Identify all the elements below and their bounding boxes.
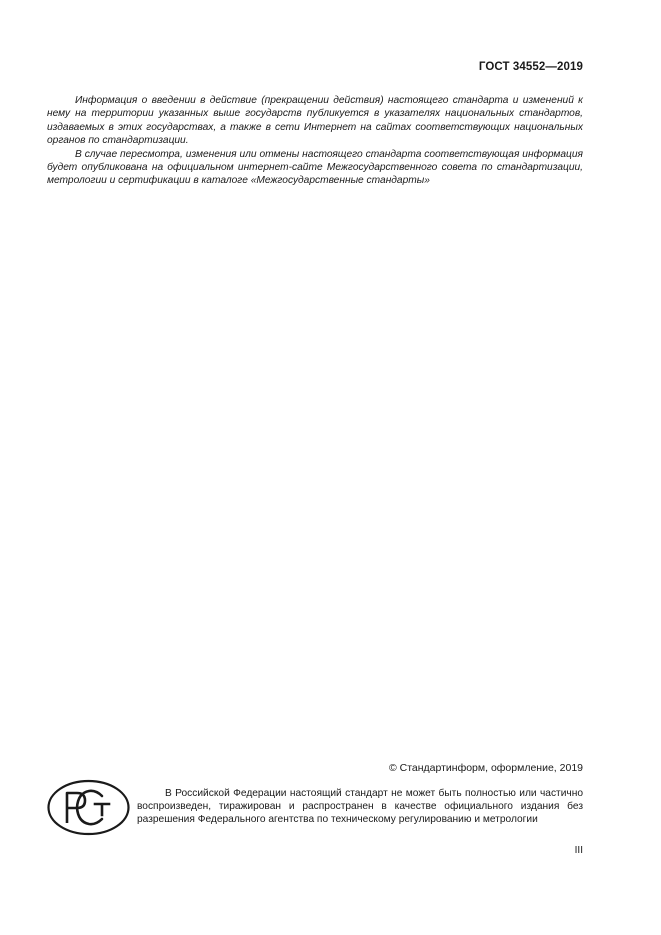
standard-code: ГОСТ 34552—2019 <box>478 61 583 73</box>
page-number: III <box>574 845 583 856</box>
notice-paragraph-1: Информация о введении в действие (прекращении действия) настоящего стандарта и изменений к нему на территории указанных выше государств публикуется в указателях национальных стандартов, издаваемых в этих государствах, а также в сети Интернет на сайтах соответствующих национальных органов по стандартизации. <box>47 95 583 147</box>
rst-certification-mark-icon <box>47 779 130 836</box>
copyright-line: © Стандартинформ, оформление, 2019 <box>388 762 583 774</box>
notice-paragraph-2: В случае пересмотра, изменения или отмены настоящего стандарта соответствующая информация будет опубликована на официальном интернет-сайте Межгосударственного совета по стандартизации, метрологии и сертификации в каталоге «Межгосударственные стандарты» <box>47 148 583 187</box>
legal-notice: В Российской Федерации настоящий стандарт не может быть полностью или частично воспроизведен, тиражирован и распространен в качестве официального издания без разрешения Федерального агентства по техническому регулированию и метрологии <box>137 788 583 826</box>
publication-notice <box>47 94 583 188</box>
